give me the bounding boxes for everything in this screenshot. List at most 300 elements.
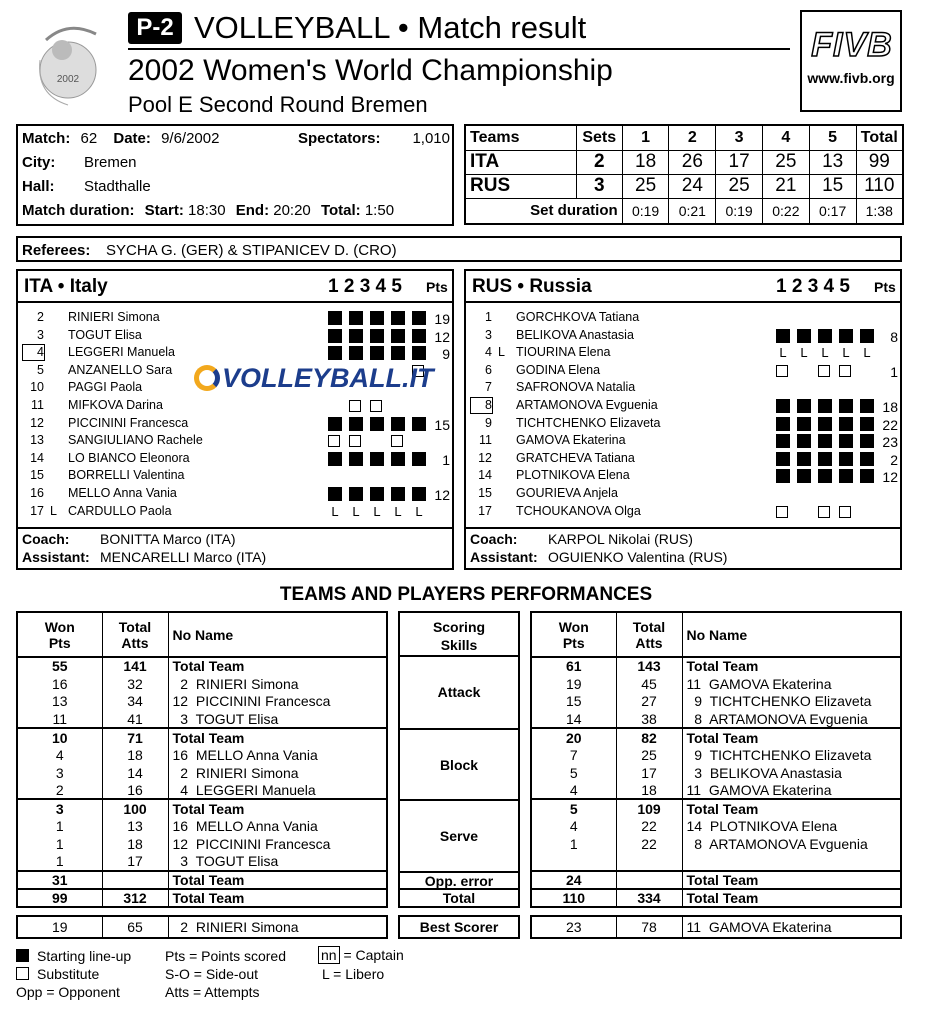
total-atts: 71 bbox=[102, 728, 168, 746]
stat-name: 2 RINIERI Simona bbox=[172, 764, 299, 781]
player-number: 11 bbox=[479, 433, 492, 448]
player-row bbox=[466, 415, 900, 433]
won-pts: 7 bbox=[532, 746, 616, 764]
player-name: MIFKOVA Darina bbox=[68, 398, 163, 412]
substitute-mark bbox=[349, 400, 361, 412]
pts-header: Pts bbox=[874, 279, 896, 295]
set-duration: 0:19 bbox=[716, 198, 763, 224]
starting-mark bbox=[797, 417, 811, 431]
stat-name: 16 MELLO Anna Vania bbox=[172, 818, 318, 835]
name-header: No Name bbox=[168, 613, 386, 657]
total-atts: 100 bbox=[102, 799, 168, 817]
sets-header-4: 4 bbox=[762, 125, 809, 150]
best-won-pts: 23 bbox=[532, 917, 616, 937]
skills-header-line2: Skills bbox=[440, 637, 478, 653]
referees-bar bbox=[16, 236, 902, 262]
player-number: 15 bbox=[30, 468, 44, 483]
won-pts: 2 bbox=[18, 782, 102, 800]
player-stat-row bbox=[18, 764, 386, 782]
legend-attempts: Atts = Attempts bbox=[165, 984, 260, 1000]
won-pts: 99 bbox=[18, 889, 102, 907]
won-pts: 4 bbox=[532, 782, 616, 800]
legend-starting bbox=[16, 948, 131, 964]
starting-mark bbox=[776, 434, 790, 448]
won-pts: 24 bbox=[532, 871, 616, 889]
skill-label: Serve bbox=[400, 799, 518, 870]
total-atts-header: Total Atts bbox=[102, 613, 168, 657]
referees-names: SYCHA G. (GER) & STIPANICEV D. (CRO) bbox=[106, 242, 397, 259]
player-number: 15 bbox=[478, 486, 492, 500]
player-row bbox=[466, 344, 900, 362]
team-total-row bbox=[18, 657, 386, 675]
sets-header-5: 5 bbox=[809, 125, 856, 150]
page-badge: P-2 bbox=[128, 12, 182, 44]
championship-logo-icon bbox=[16, 10, 120, 112]
starting-mark bbox=[391, 417, 405, 431]
stat-name: Total Team bbox=[168, 889, 386, 907]
player-name: SANGIULIANO Rachele bbox=[68, 433, 203, 448]
set-duration: 0:19 bbox=[622, 198, 669, 224]
starting-mark bbox=[328, 452, 342, 466]
total-atts: 14 bbox=[102, 764, 168, 782]
starting-mark bbox=[797, 452, 811, 466]
volleyball-it-watermark bbox=[194, 363, 434, 394]
starting-mark bbox=[370, 311, 384, 325]
total-atts: 312 bbox=[102, 889, 168, 907]
best-player: 2 RINIERI Simona bbox=[172, 919, 299, 935]
player-row bbox=[466, 432, 900, 450]
stat-name: 8 ARTAMONOVA Evguenia bbox=[686, 835, 868, 852]
set-score: 18 bbox=[622, 150, 669, 174]
date-label: Date: bbox=[113, 130, 151, 147]
sets-header-2: 2 bbox=[669, 125, 716, 150]
team-box-ita bbox=[16, 269, 454, 570]
starting-mark bbox=[349, 311, 363, 325]
player-points: 1 bbox=[890, 363, 898, 380]
player-number: 17 bbox=[30, 503, 44, 518]
team-total-row bbox=[532, 799, 900, 817]
starting-mark bbox=[349, 346, 363, 360]
end-time: 20:20 bbox=[273, 202, 311, 219]
player-row bbox=[18, 503, 452, 521]
starting-mark bbox=[818, 469, 832, 483]
player-name: TIOURINA Elena bbox=[516, 345, 611, 360]
won-pts: 20 bbox=[532, 728, 616, 746]
player-points: 19 bbox=[434, 311, 450, 327]
sets-row-ita bbox=[465, 150, 903, 174]
team-header bbox=[18, 271, 452, 303]
libero-mark: L bbox=[863, 345, 871, 361]
total-atts: 25 bbox=[616, 746, 682, 764]
player-row bbox=[18, 467, 452, 485]
best-scorer-ita bbox=[16, 915, 388, 939]
player-points: 22 bbox=[882, 416, 898, 433]
libero-flag: L bbox=[498, 345, 505, 360]
won-pts-header: Won Pts bbox=[532, 613, 616, 657]
starting-mark bbox=[391, 452, 405, 466]
starting-mark bbox=[776, 417, 790, 431]
match-label: Match: bbox=[22, 130, 71, 147]
player-number: 3 bbox=[485, 327, 492, 342]
player-row bbox=[466, 309, 900, 327]
player-name: TOGUT Elisa bbox=[68, 327, 142, 342]
libero-mark: L bbox=[779, 345, 787, 361]
volleyball-icon bbox=[194, 365, 220, 391]
name-header: No Name bbox=[682, 613, 900, 657]
skill-label: Attack bbox=[437, 684, 481, 700]
player-row bbox=[18, 432, 452, 450]
team-code: ITA bbox=[465, 150, 576, 174]
won-pts: 4 bbox=[18, 746, 102, 764]
player-row bbox=[466, 379, 900, 397]
player-stat-row bbox=[532, 693, 900, 711]
set-score: 24 bbox=[669, 174, 716, 198]
player-name: MELLO Anna Vania bbox=[68, 486, 177, 500]
total-atts: 334 bbox=[616, 889, 682, 907]
fivb-logo bbox=[800, 10, 902, 112]
won-pts: 3 bbox=[18, 764, 102, 782]
won-pts: 4 bbox=[532, 817, 616, 835]
sets-won: 3 bbox=[576, 174, 622, 198]
legend-libero: L = Libero bbox=[322, 966, 385, 982]
starting-mark bbox=[328, 329, 342, 343]
perf-header-row bbox=[532, 613, 900, 657]
skill-label: Opp. error bbox=[400, 871, 518, 889]
player-name: PLOTNIKOVA Elena bbox=[516, 468, 630, 483]
won-pts: 15 bbox=[532, 693, 616, 711]
set-score: 21 bbox=[762, 174, 809, 198]
won-pts: 5 bbox=[532, 764, 616, 782]
skills-header bbox=[400, 613, 518, 657]
set-duration: 0:22 bbox=[762, 198, 809, 224]
won-pts: 10 bbox=[18, 728, 102, 746]
stat-name: 9 TICHTCHENKO Elizaveta bbox=[686, 693, 872, 710]
total-atts: 109 bbox=[616, 799, 682, 817]
total-atts: 17 bbox=[616, 764, 682, 782]
player-name: TICHTCHENKO Elizaveta bbox=[516, 415, 661, 430]
starting-mark bbox=[370, 329, 384, 343]
starting-mark bbox=[797, 469, 811, 483]
stat-name: 16 MELLO Anna Vania bbox=[172, 746, 318, 763]
won-pts: 1 bbox=[18, 853, 102, 871]
player-name: PAGGI Paola bbox=[68, 380, 143, 395]
best-scorer-label: Best Scorer bbox=[398, 915, 520, 939]
player-name: ARTAMONOVA Evguenia bbox=[516, 398, 658, 412]
starting-mark bbox=[797, 329, 811, 343]
player-points: 8 bbox=[890, 328, 898, 345]
won-pts: 13 bbox=[18, 693, 102, 711]
set-score: 17 bbox=[716, 150, 763, 174]
starting-mark bbox=[776, 329, 790, 343]
starting-mark bbox=[328, 311, 342, 325]
coach-name: KARPOL Nikolai (RUS) bbox=[548, 531, 693, 547]
legend-substitute bbox=[16, 966, 99, 982]
assistant-label: Assistant: bbox=[470, 549, 538, 565]
player-number: 14 bbox=[30, 450, 44, 465]
stat-name: 11 GAMOVA Ekaterina bbox=[686, 675, 832, 692]
sets-header-row bbox=[465, 125, 903, 150]
substitute-mark bbox=[818, 506, 830, 518]
watermark-text: VOLLEYBALL.IT bbox=[222, 363, 434, 393]
match-number: 62 bbox=[80, 130, 98, 147]
set-numbers-header: 1 2 3 4 5 bbox=[776, 276, 850, 297]
player-points: 9 bbox=[442, 346, 450, 363]
grand-total-row bbox=[18, 889, 386, 907]
starting-mark bbox=[370, 417, 384, 431]
player-points: 12 bbox=[882, 469, 898, 486]
won-pts: 61 bbox=[532, 657, 616, 675]
player-name: GORCHKOVA Tatiana bbox=[516, 310, 640, 324]
set-score: 25 bbox=[762, 150, 809, 174]
libero-mark: L bbox=[821, 345, 829, 361]
sets-won: 2 bbox=[576, 150, 622, 174]
city-label: City: bbox=[22, 154, 56, 171]
legend-points: Pts = Points scored bbox=[165, 948, 287, 964]
legend-opponent: Opp = Opponent bbox=[16, 984, 120, 1000]
total-atts: 32 bbox=[102, 675, 168, 693]
starting-mark bbox=[797, 399, 811, 413]
total-atts bbox=[616, 853, 682, 871]
starting-mark bbox=[839, 469, 853, 483]
player-row bbox=[18, 344, 452, 362]
stat-name: Total Team bbox=[168, 728, 386, 746]
starting-mark bbox=[776, 452, 790, 466]
starting-mark bbox=[328, 346, 342, 360]
starting-mark bbox=[818, 417, 832, 431]
player-stat-row bbox=[18, 782, 386, 800]
substitute-mark bbox=[776, 506, 788, 518]
stat-name: 3 TOGUT Elisa bbox=[172, 710, 279, 727]
team-title: ITA • Italy bbox=[24, 276, 108, 297]
opp-error-row bbox=[18, 871, 386, 889]
coach-name: BONITTA Marco (ITA) bbox=[100, 531, 236, 547]
player-row bbox=[18, 397, 452, 415]
substitute-mark bbox=[328, 435, 340, 447]
team-total-row bbox=[532, 728, 900, 746]
sets-header-3: 3 bbox=[716, 125, 763, 150]
player-name: SAFRONOVA Natalia bbox=[516, 380, 636, 395]
total-atts: 18 bbox=[102, 835, 168, 853]
player-stat-row bbox=[532, 782, 900, 800]
sets-header-sets: Sets bbox=[576, 125, 622, 150]
legend-captain-text: = Captain bbox=[343, 947, 404, 963]
team-total-row bbox=[18, 728, 386, 746]
total-atts: 22 bbox=[616, 817, 682, 835]
total-duration: 1:50 bbox=[364, 202, 395, 219]
total-atts: 45 bbox=[616, 675, 682, 693]
team-title: RUS • Russia bbox=[472, 276, 592, 297]
stat-name: 4 LEGGERI Manuela bbox=[172, 781, 316, 798]
player-row bbox=[466, 397, 900, 415]
set-duration-row bbox=[465, 198, 903, 224]
starting-mark bbox=[328, 487, 342, 501]
coach-divider bbox=[18, 527, 452, 529]
perf-header-row bbox=[18, 613, 386, 657]
starting-mark bbox=[776, 399, 790, 413]
total-atts: 16 bbox=[102, 782, 168, 800]
pts-header: Pts bbox=[426, 279, 448, 295]
won-pts: 5 bbox=[532, 799, 616, 817]
player-number: 3 bbox=[37, 327, 44, 342]
starting-mark bbox=[839, 434, 853, 448]
opp-error-row bbox=[532, 871, 900, 889]
substitute-square-icon bbox=[16, 967, 29, 980]
player-row bbox=[18, 327, 452, 345]
total-atts: 18 bbox=[616, 782, 682, 800]
player-stat-row bbox=[532, 817, 900, 835]
starting-mark bbox=[349, 417, 363, 431]
stat-name: Total Team bbox=[682, 799, 900, 817]
total-atts: 27 bbox=[616, 693, 682, 711]
player-name: GRATCHEVA Tatiana bbox=[516, 450, 635, 465]
total-score: 110 bbox=[856, 174, 903, 198]
set-score: 25 bbox=[716, 174, 763, 198]
starting-mark bbox=[328, 417, 342, 431]
starting-mark bbox=[370, 452, 384, 466]
won-pts: 31 bbox=[18, 871, 102, 889]
stat-name: 12 PICCININI Francesca bbox=[172, 835, 331, 852]
won-pts bbox=[532, 853, 616, 871]
total-atts: 13 bbox=[102, 817, 168, 835]
player-points: 12 bbox=[434, 487, 450, 503]
player-name: CARDULLO Paola bbox=[68, 503, 172, 518]
player-name: LO BIANCO Eleonora bbox=[68, 450, 190, 465]
best-won-pts: 19 bbox=[18, 917, 102, 937]
starting-mark bbox=[839, 329, 853, 343]
player-number: 14 bbox=[478, 468, 492, 483]
skills-header-line1: Scoring bbox=[432, 619, 486, 635]
starting-mark bbox=[839, 452, 853, 466]
player-points: 18 bbox=[882, 399, 898, 415]
won-pts: 14 bbox=[532, 710, 616, 728]
starting-mark bbox=[391, 346, 405, 360]
starting-mark bbox=[818, 434, 832, 448]
team-total-row bbox=[18, 799, 386, 817]
total-atts: 82 bbox=[616, 728, 682, 746]
legend-substitute-text: Substitute bbox=[37, 966, 100, 982]
total-atts: 34 bbox=[102, 693, 168, 711]
player-number: 17 bbox=[478, 503, 492, 518]
starting-mark bbox=[349, 329, 363, 343]
player-number: 7 bbox=[485, 380, 492, 395]
pool-title: Pool E Second Round Bremen bbox=[128, 92, 428, 117]
starting-mark bbox=[349, 487, 363, 501]
fivb-wordmark: FIVB bbox=[811, 26, 893, 64]
hall-label: Hall: bbox=[22, 178, 55, 195]
player-name: ANZANELLO Sara bbox=[68, 362, 173, 377]
best-scorer-rus bbox=[530, 915, 902, 939]
player-row bbox=[18, 415, 452, 433]
team-total-row bbox=[532, 657, 900, 675]
won-pts: 55 bbox=[18, 657, 102, 675]
match-info bbox=[16, 124, 454, 226]
player-points: 12 bbox=[434, 328, 450, 345]
stat-name: Total Team bbox=[168, 799, 386, 817]
fivb-url: www.fivb.org bbox=[807, 70, 895, 86]
starting-mark bbox=[776, 469, 790, 483]
player-name: GODINA Elena bbox=[516, 362, 601, 377]
sets-header-total: Total bbox=[856, 125, 903, 150]
duration-row bbox=[22, 202, 394, 219]
libero-mark: L bbox=[373, 503, 381, 519]
starting-mark bbox=[818, 399, 832, 413]
won-pts: 3 bbox=[18, 799, 102, 817]
player-number: 1 bbox=[485, 310, 492, 324]
starting-mark bbox=[370, 346, 384, 360]
player-stat-row bbox=[532, 764, 900, 782]
won-pts: 16 bbox=[18, 675, 102, 693]
starting-mark bbox=[391, 311, 405, 325]
total-atts: 143 bbox=[616, 657, 682, 675]
skill-label: Total bbox=[400, 888, 518, 906]
set-score: 15 bbox=[809, 174, 856, 198]
coach-label: Coach: bbox=[22, 531, 70, 547]
player-row bbox=[466, 485, 900, 503]
player-number: 11 bbox=[31, 398, 44, 412]
player-row bbox=[466, 362, 900, 380]
starting-mark bbox=[349, 452, 363, 466]
player-number: 5 bbox=[37, 362, 44, 377]
team-header bbox=[466, 271, 900, 303]
player-stat-row bbox=[532, 746, 900, 764]
stat-name bbox=[682, 853, 900, 871]
player-points: 1 bbox=[442, 451, 450, 468]
stat-name: Total Team bbox=[168, 871, 386, 889]
total-atts: 18 bbox=[102, 746, 168, 764]
player-name: BORRELLI Valentina bbox=[68, 468, 185, 483]
performance-table-ita bbox=[16, 611, 388, 908]
spectators-label: Spectators: bbox=[298, 130, 381, 147]
legend-captain bbox=[318, 947, 404, 963]
starting-mark bbox=[818, 329, 832, 343]
performance-table-rus bbox=[530, 611, 902, 908]
stat-name: 8 ARTAMONOVA Evguenia bbox=[686, 710, 868, 727]
player-row bbox=[466, 503, 900, 521]
player-stat-row bbox=[18, 853, 386, 871]
substitute-mark bbox=[370, 400, 382, 412]
libero-mark: L bbox=[415, 503, 423, 519]
libero-mark: L bbox=[331, 503, 339, 519]
won-pts: 1 bbox=[18, 835, 102, 853]
libero-flag: L bbox=[50, 503, 57, 518]
won-pts-header: Won Pts bbox=[18, 613, 102, 657]
end-label: End: bbox=[235, 202, 270, 219]
championship-title: 2002 Women's World Championship bbox=[128, 54, 613, 87]
stat-name: Total Team bbox=[686, 658, 759, 675]
start-time: 18:30 bbox=[188, 202, 226, 219]
won-pts: 1 bbox=[18, 817, 102, 835]
stat-name: Total Team bbox=[682, 728, 900, 746]
assistant-name: OGUIENKO Valentina (RUS) bbox=[548, 549, 728, 565]
player-name: RINIERI Simona bbox=[68, 310, 160, 324]
scoring-skills-column bbox=[398, 611, 520, 908]
team-box-rus bbox=[464, 269, 902, 570]
player-number: 9 bbox=[485, 415, 492, 430]
coach-divider bbox=[466, 527, 900, 529]
coach-label: Coach: bbox=[470, 531, 518, 547]
player-points: 23 bbox=[882, 434, 898, 451]
total-atts: 22 bbox=[616, 835, 682, 853]
player-stat-row bbox=[18, 746, 386, 764]
player-row bbox=[466, 327, 900, 345]
player-row bbox=[466, 467, 900, 485]
match-row bbox=[22, 130, 219, 147]
set-score: 25 bbox=[622, 174, 669, 198]
title-divider bbox=[128, 48, 790, 50]
player-number: 6 bbox=[485, 362, 492, 377]
player-name: GOURIEVA Anjela bbox=[516, 486, 618, 500]
best-total-atts: 65 bbox=[102, 917, 168, 937]
